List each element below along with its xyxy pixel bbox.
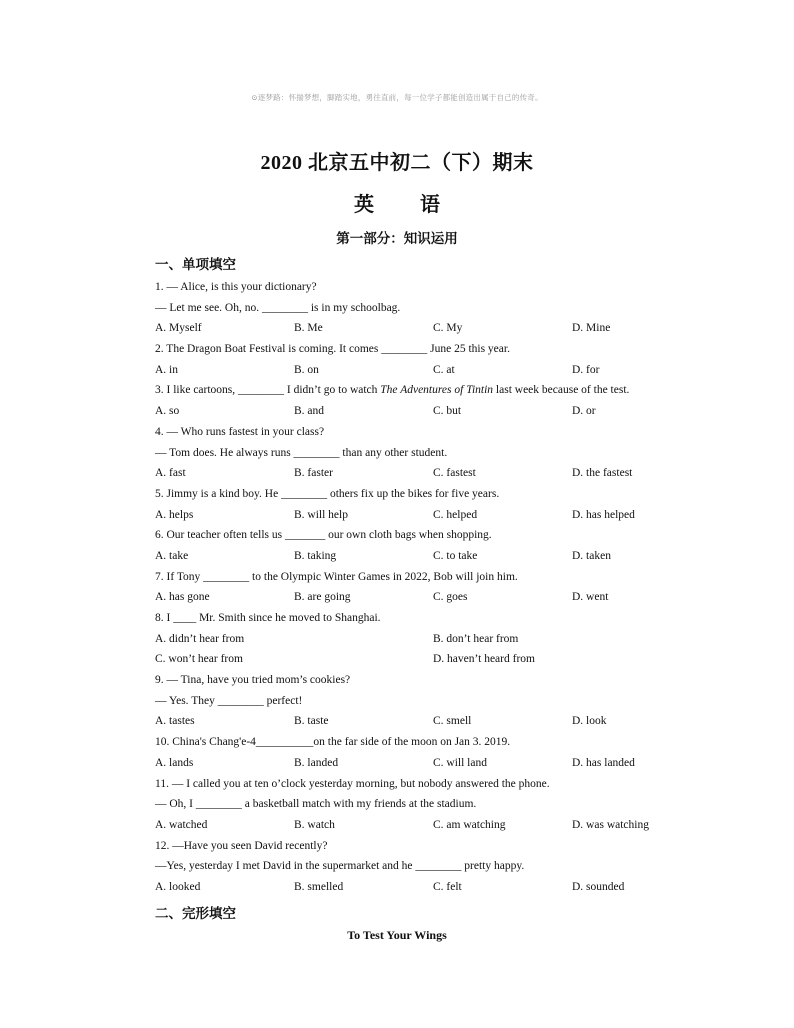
- question-11-reply: — Oh, I ________ a basketball match with my friends at the stadium.: [155, 798, 477, 811]
- option: D. Mine: [572, 322, 611, 335]
- option: C. will land: [433, 756, 487, 769]
- option: A. in: [155, 363, 178, 376]
- option: D. taken: [572, 549, 611, 562]
- option: B. landed: [294, 756, 339, 769]
- q3-text-pre: 3. I like cartoons, ________ I didn’t go to watch: [155, 384, 381, 397]
- option: C. at: [433, 363, 455, 376]
- question-4-stem: 4. — Who runs fastest in your class?: [155, 425, 325, 438]
- option: A. lands: [155, 756, 194, 769]
- option: B. taking: [294, 549, 337, 562]
- option: A. didn’t hear from: [155, 632, 245, 645]
- option: A. so: [155, 405, 180, 418]
- option: B. watch: [294, 818, 335, 831]
- question-8-options-row-2: [155, 649, 715, 670]
- question-5-options: [155, 505, 715, 526]
- question-12-options: [155, 877, 715, 898]
- exam-title: 2020 北京五中初二（下）期末: [260, 152, 534, 174]
- question-8-options-row-1: [155, 629, 715, 650]
- question-9-options: [155, 711, 715, 732]
- question-5-stem: 5. Jimmy is a kind boy. He ________ others fix up the bikes for five years.: [155, 487, 500, 500]
- option: B. are going: [294, 591, 351, 604]
- question-11-stem: 11. — I called you at ten o’clock yesterday morning, but nobody answered the phone.: [155, 777, 550, 790]
- option: C. goes: [433, 591, 468, 604]
- option: D. was watching: [572, 818, 649, 831]
- option: B. taste: [294, 715, 329, 728]
- option: A. take: [155, 549, 189, 562]
- question-12-reply: —Yes, yesterday I met David in the supermarket and he ________ pretty happy.: [155, 860, 525, 873]
- option: B. don’t hear from: [433, 632, 519, 645]
- option: B. and: [294, 405, 325, 418]
- watermark-text: ⊙逐梦路：怀揣梦想，脚踏实地，勇往直前，每一位学子都能创造出属于自己的传奇。: [251, 93, 543, 102]
- subject-char-1: 英: [354, 194, 374, 216]
- question-9-stem: 9. — Tina, have you tried mom’s cookies?: [155, 674, 351, 687]
- option: D. sounded: [572, 880, 625, 893]
- question-10-options: [155, 753, 715, 774]
- option: D. or: [572, 405, 596, 418]
- option: D. haven’t heard from: [433, 653, 535, 666]
- option: B. on: [294, 363, 319, 376]
- option: A. watched: [155, 818, 208, 831]
- option: D. has helped: [572, 508, 635, 521]
- option: C. smell: [433, 715, 472, 728]
- option: C. to take: [433, 549, 478, 562]
- question-1-options: [155, 318, 715, 339]
- option: D. for: [572, 363, 600, 376]
- question-1-stem: 1. — Alice, is this your dictionary?: [155, 281, 317, 293]
- question-7-options: [155, 587, 715, 608]
- option: A. looked: [155, 880, 201, 893]
- question-11-options: [155, 815, 715, 836]
- section-heading-1: 一、单项填空: [155, 257, 236, 272]
- option: D. the fastest: [572, 467, 633, 480]
- option: C. helped: [433, 508, 478, 521]
- question-12-stem: 12. —Have you seen David recently?: [155, 839, 328, 852]
- option: C. felt: [433, 880, 462, 893]
- question-1-reply: — Let me see. Oh, no. ________ is in my schoolbag.: [155, 301, 401, 314]
- question-7-stem: 7. If Tony ________ to the Olympic Winter Games in 2022, Bob will join him.: [155, 570, 518, 583]
- question-2-options: [155, 360, 715, 381]
- option: D. has landed: [572, 756, 635, 769]
- option: B. smelled: [294, 880, 344, 893]
- q3-text-post: last week because of the test.: [493, 384, 630, 397]
- option: C. My: [433, 322, 463, 335]
- passage-title: To Test Your Wings: [347, 928, 447, 942]
- question-list: [155, 277, 715, 898]
- option: D. went: [572, 591, 609, 604]
- option: D. look: [572, 715, 607, 728]
- option: B. will help: [294, 508, 348, 521]
- part-heading: 第一部分：知识运用: [336, 231, 458, 246]
- question-6-stem: 6. Our teacher often tells us _______ our own cloth bags when shopping.: [155, 529, 492, 542]
- subject-char-2: 语: [420, 194, 440, 216]
- option: B. Me: [294, 322, 323, 335]
- question-10-stem: 10. China's Chang'e-4__________on the far side of the moon on Jan 3. 2019.: [155, 736, 511, 749]
- option: B. faster: [294, 467, 333, 480]
- option: A. fast: [155, 467, 186, 480]
- option: C. but: [433, 405, 462, 418]
- subject-heading: [0, 188, 794, 217]
- option: C. won’t hear from: [155, 653, 243, 666]
- question-4-options: [155, 463, 715, 484]
- option: A. Myself: [155, 322, 202, 335]
- question-9-reply: — Yes. They ________ perfect!: [155, 694, 303, 707]
- section-heading-2: 二、完形填空: [155, 906, 236, 921]
- option: C. fastest: [433, 467, 476, 480]
- question-6-options: [155, 546, 715, 567]
- q3-book-title: The Adventures of Tintin: [380, 384, 494, 397]
- question-8-stem: 8. I ____ Mr. Smith since he moved to Shanghai.: [155, 612, 381, 624]
- question-3-options: [155, 401, 715, 422]
- option: A. helps: [155, 508, 194, 521]
- option: A. has gone: [155, 591, 210, 604]
- question-2-stem: 2. The Dragon Boat Festival is coming. It comes ________ June 25 this year.: [155, 343, 510, 356]
- option: A. tastes: [155, 715, 195, 728]
- question-3-stem: [155, 380, 715, 401]
- question-4-reply: — Tom does. He always runs ________ than any other student.: [155, 446, 448, 459]
- option: C. am watching: [433, 818, 506, 831]
